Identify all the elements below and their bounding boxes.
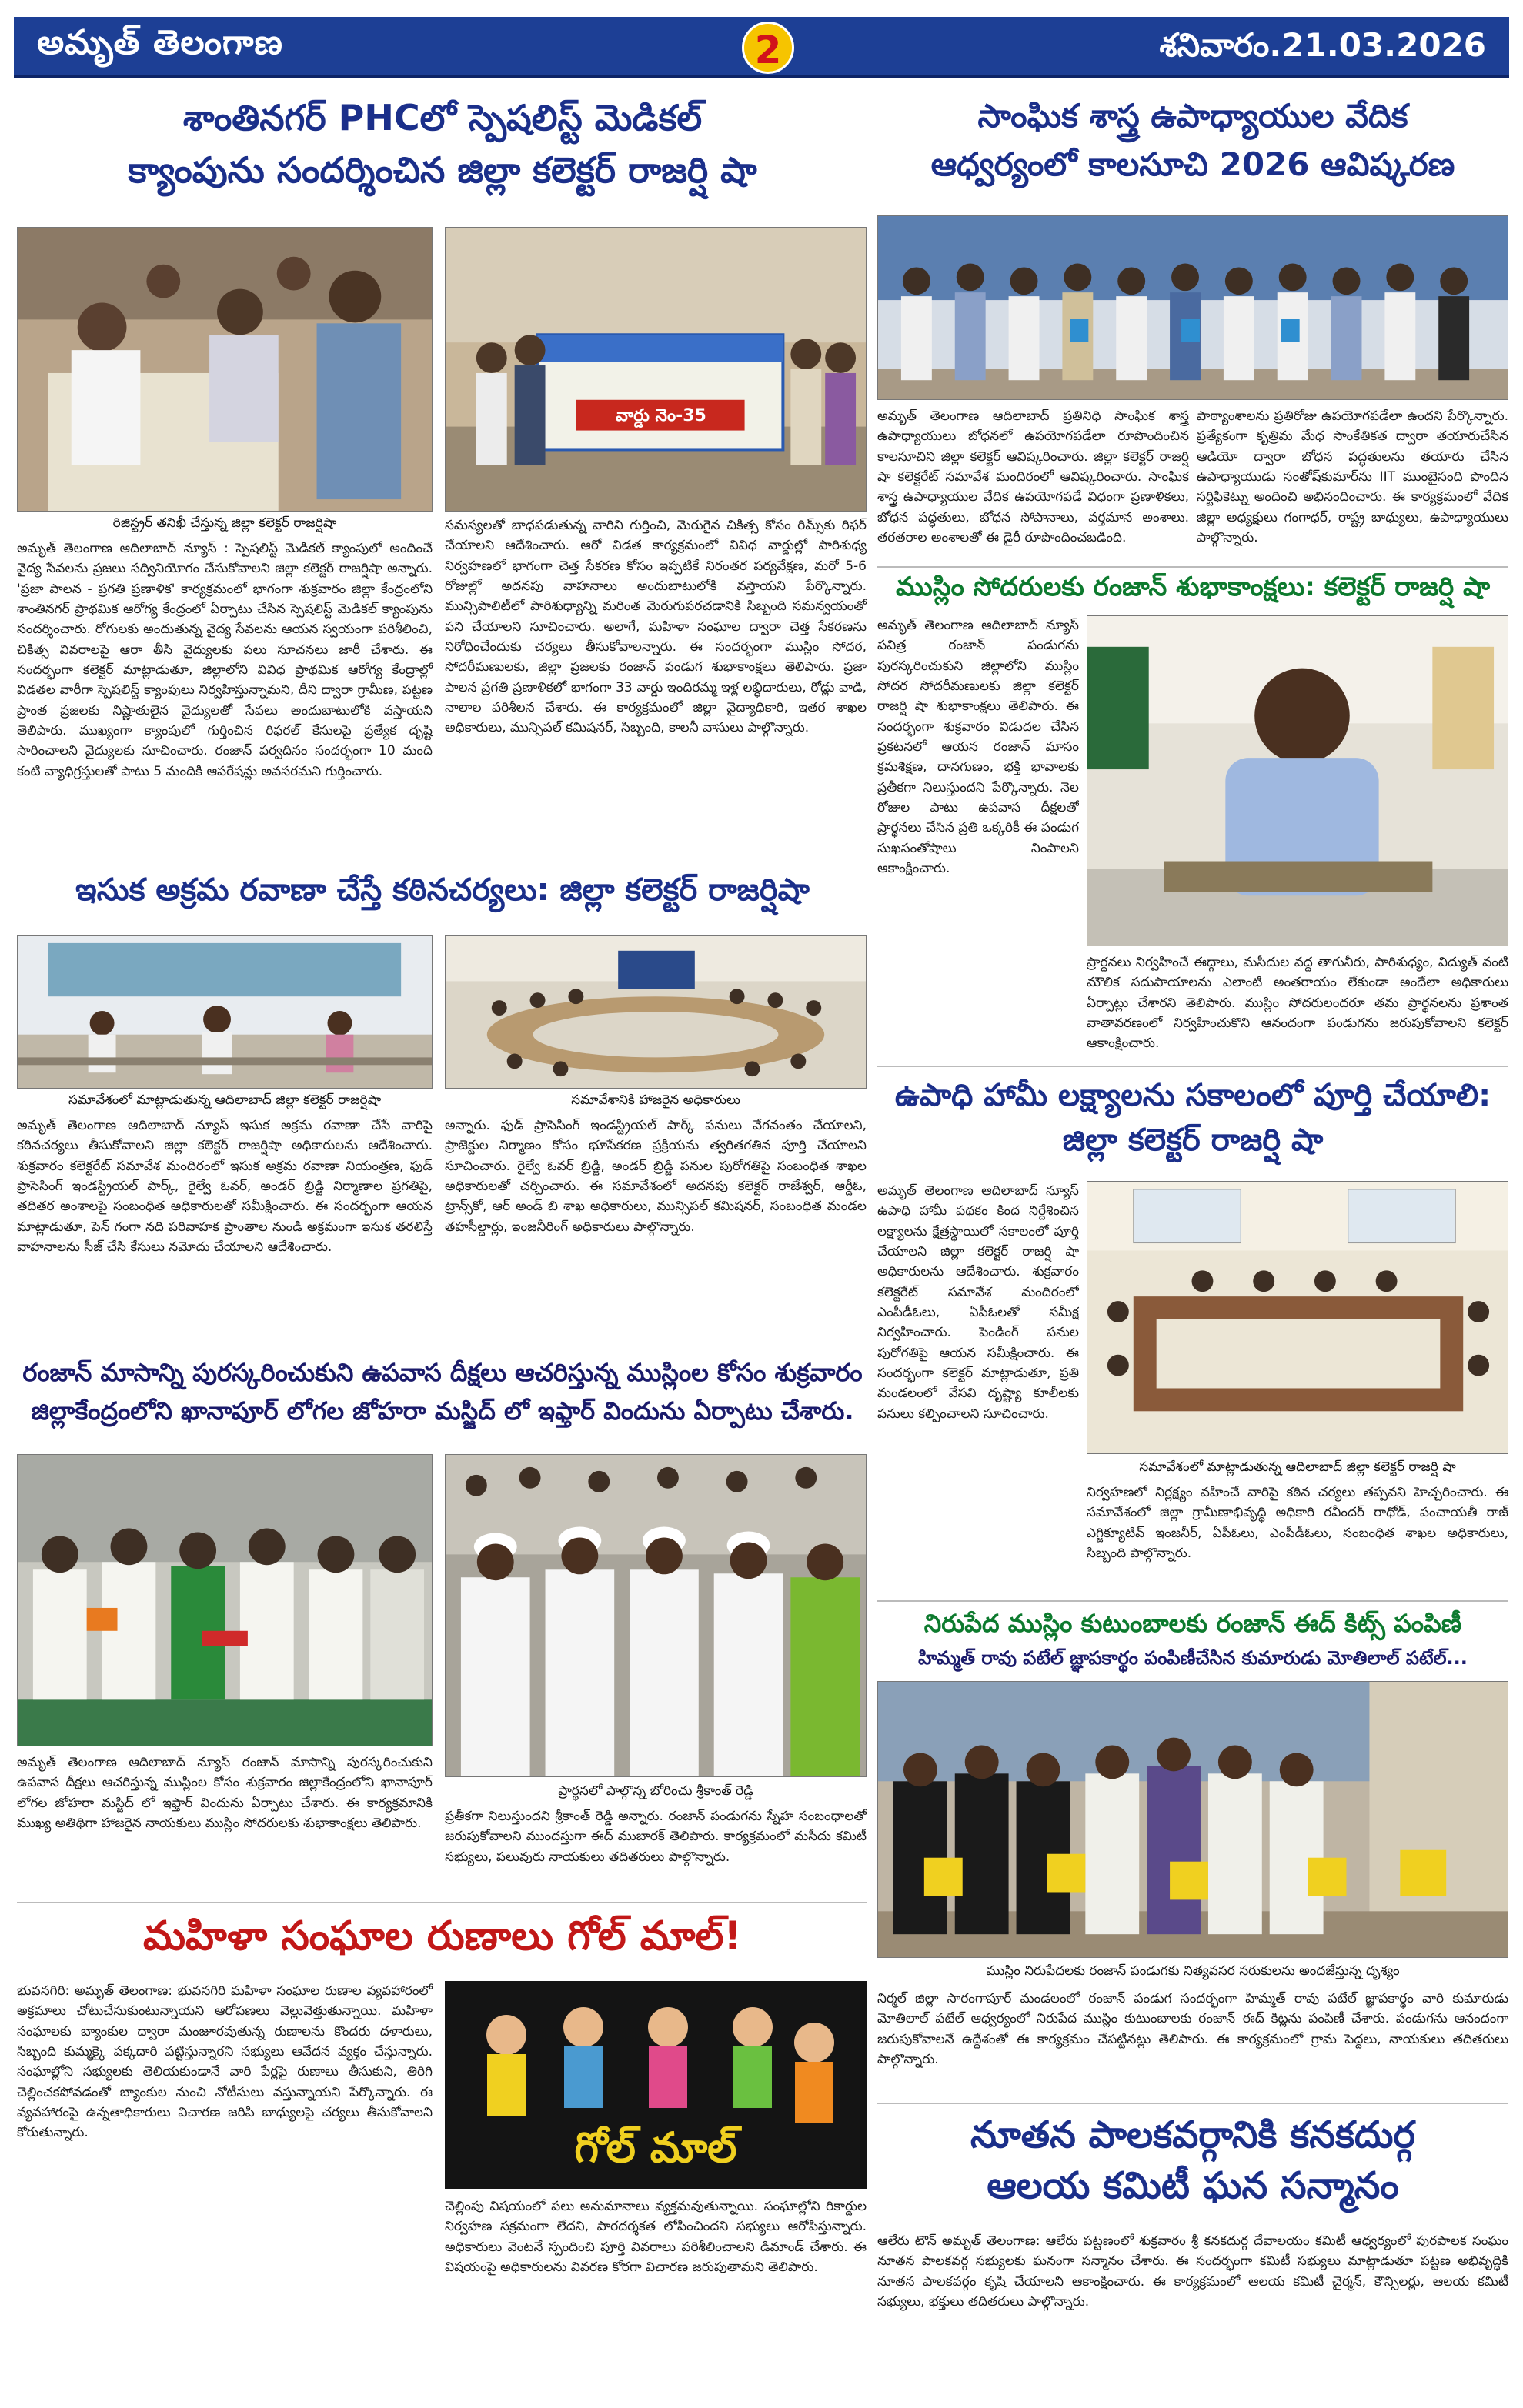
story4-photo-right [445, 935, 867, 1089]
story2-headline [877, 96, 1508, 185]
story4-headline: ఇసుక అక్రమ రవాణా చేస్తే కఠినచర్యలు: జిల్లా కలెక్టర్ రాజర్షిషా [75, 872, 810, 908]
story7-photo [877, 1681, 1508, 1958]
story4-body-right: అన్నారు. ఫుడ్ ప్రాసెసింగ్ ఇండస్ట్రియల్ పార్క్ పనులు వేగవంతం చేయాలని, ప్రాజెక్టుల నిర్మాణం కోసం భూసేకరణ ప్రక్రియను త్వరితగతిన పూర్తి చేయాలని సూచించారు. రైల్వే ఓవర్ బ్రిడ్జి, అండర్ బ్రిడ్జి పనుల పురోగతిపై సంబంధిత శాఖల అధికారులతో చర్చించారు. ఈ సమావేశంలో అదనపు కలెక్టర్ రాజేశ్వర్, ఆర్డీఓ, ట్రాన్స్‌కో, ఆర్ అండ్ బి శాఖ అధికారులు, మున్సిపల్ కమిషనర్, సంబంధిత మండల తహసీల్దార్లు, ఇంజనీరింగ్ అధికారులు పాల్గొన్నారు. [445, 1118, 867, 1235]
story7-body: నిర్మల్ జిల్లా సారంగాపూర్ మండలంలో రంజాన్ పండుగ సందర్భంగా హిమ్మత్ రావు పటేల్ జ్ఞాపకార్థం వారి కుమారుడు మోతిలాల్ పటేల్ ఆధ్వర్యంలో నిరుపేద ముస్లిం కుటుంబాలకు రంజాన్ ఈద్ కిట్లను పంపిణీ చేశారు. పండుగను ఆనందంగా జరుపుకోవాలనే ఉద్దేశంతో ఈ కార్యక్రమం చేపట్టినట్లు తెలిపారు. ఈ కార్యక్రమంలో గ్రామ పెద్దలు, నాయకులు తదితరులు పాల్గొన్నారు. [877, 1991, 1508, 2068]
story7-caption: ముస్లిం నిరుపేదలకు రంజాన్ పండుగకు నిత్యవసర సరుకులను అందజేస్తున్న దృశ్యం [986, 1963, 1400, 1979]
story6-photo-left [17, 1454, 433, 1746]
divider [877, 1600, 1508, 1602]
story1-photo-left [17, 227, 433, 512]
story3-body-left: అమృత్ తెలంగాణ ఆదిలాబాద్ న్యూస్ పవిత్ర రంజాన్ పండుగను పురస్కరించుకుని జిల్లాలోని ముస్లిం సోదర సోదరీమణులకు జిల్లా కలెక్టర్ రాజర్షి షా శుభాకాంక్షలు తెలిపారు. ఈ సందర్భంగా శుక్రవారం విడుదల చేసిన ప్రకటనలో ఆయన రంజాన్ మాసం క్రమశిక్షణ, దానగుణం, భక్తి భావాలకు ప్రతీకగా నిలుస్తుందని పేర్కొన్నారు. నెల రోజుల పాటు ఉపవాస దీక్షలతో ప్రార్థనలు చేసిన ప్రతి ఒక్కరికీ ఈ పండుగ సుఖసంతోషాలు నింపాలని ఆకాంక్షించారు. [877, 618, 1079, 877]
story5-headline: ఉపాధి హామీ లక్ష్యాలను సకాలంలో పూర్తి చేయాలి: జిల్లా కలెక్టర్ రాజర్షి షా [894, 1078, 1491, 1158]
story9-body: ఆలేరు టౌన్ అమృత్ తెలంగాణ: ఆలేరు పట్టణంలో శుక్రవారం శ్రీ కనకదుర్గ దేవాలయం కమిటీ ఆధ్వర్యంలో పురపాలక సంఘం నూతన పాలకవర్గ సభ్యులకు ఘనంగా సన్మానం చేశారు. ఈ సందర్భంగా కమిటీ సభ్యులు మాట్లాడుతూ పట్టణ అభివృద్ధికి నూతన పాలకవర్గం కృషి చేయాలని ఆకాంక్షించారు. ఈ కార్యక్రమంలో ఆలయ కమిటీ చైర్మన్, కౌన్సిలర్లు, ఆలయ కమిటీ సభ్యులు, భక్తులు తదితరులు పాల్గొన్నారు. [877, 2233, 1508, 2310]
story2-photo [877, 215, 1508, 400]
story3-photo [1087, 615, 1508, 946]
story9-headline-line1: నూతన పాలకవర్గానికి కనకదుర్గ [970, 2113, 1415, 2156]
story1-body-right: సమస్యలతో బాధపడుతున్న వారిని గుర్తించి, మెరుగైన చికిత్స కోసం రిమ్స్‌కు రిఫర్ చేయాలని ఆదేశించారు. ఆరో విడత కార్యక్రమంలో వివిధ వార్డుల్లో పారిశుధ్య నిర్వహణలో భాగంగా చెత్త సేకరణ కోసం ఇప్పటికే నిరంతర పర్యవేక్షణ, మరో 5-6 రోజుల్లో అదనపు వాహనాలు అందుబాటులోకి వస్తాయని పేర్కొన్నారు. మున్సిపాలిటీలో పారిశుధ్యాన్ని మరింత మెరుగుపరచడానికి సిబ్బంది సమన్వయంతో పని చేయాలని సూచించారు. అలాగే, మహిళా సంఘాల ద్వారా చెత్త సేకరణను నిరోధించేందుకు చర్యలు తీసుకోవాలన్నారు. ఈ సందర్భంగా ముస్లిం సోదర, సోదరీమణులకు, జిల్లా ప్రజలకు రంజాన్ పండుగ శుభాకాంక్షలు తెలిపారు. ప్రజా పాలన ప్రగతి ప్రణాళికలో భాగంగా 33 వార్డు ఇందిరమ్మ ఇళ్ల లబ్ధిదారులు, రోడ్లు వాడి, నాలాల పరిశీలన చేశారు. ఈ కార్యక్రమంలో జిల్లా వైద్యాధికారి, ఇతర శాఖల అధికారులు, మున్సిపల్ కమిషనర్, సిబ్బంది, కాలనీ వాసులు పాల్గొన్నారు. [445, 518, 867, 736]
story6-caption-right: ప్రార్థనలో పాల్గొన్న బోరించు శ్రీకాంత్ రెడ్డి [558, 1783, 753, 1799]
story6-body-right: ప్రతీకగా నిలుస్తుందని శ్రీకాంత్ రెడ్డి అన్నారు. రంజాన్ పండుగను స్నేహ సంబంధాలతో జరుపుకోవాలని ముందస్తుగా ఈద్ ముబారక్ తెలిపారు. కార్యక్రమంలో మసీదు కమిటీ సభ్యులు, పలువురు నాయకులు తదితరులు పాల్గొన్నారు. [445, 1809, 867, 1865]
masthead [14, 17, 1509, 78]
story5-body-left: అమృత్ తెలంగాణ ఆదిలాబాద్ న్యూస్ ఉపాధి హామీ పథకం కింద నిర్దేశించిన లక్ష్యాలను క్షేత్రస్థాయిలో సకాలంలో పూర్తి చేయాలని జిల్లా కలెక్టర్ రాజర్షి షా అధికారులను ఆదేశించారు. శుక్రవారం కలెక్టరేట్ సమావేశ మందిరంలో ఎంపీడీఓలు, ఏపీఓలతో సమీక్ష నిర్వహించారు. పెండింగ్ పనుల పురోగతిపై ఆయన సమీక్షించారు. ఈ సందర్భంగా కలెక్టర్ మాట్లాడుతూ, ప్రతి మండలంలో వేసవి దృష్ట్యా కూలీలకు పనులు కల్పించాలని సూచించారు. [877, 1183, 1079, 1422]
page-number: 2 [742, 22, 794, 74]
story8-body-right: చెల్లింపు విషయంలో పలు అనుమానాలు వ్యక్తమవుతున్నాయి. సంఘాల్లోని రికార్డుల నిర్వహణ సక్రమంగా లేదని, పారదర్శకత లోపించిందని సభ్యులు ఆరోపిస్తున్నారు. అధికారులు వెంటనే స్పందించి పూర్తి వివరాలు పరిశీలించాలని డిమాండ్ చేశారు. ఈ విషయంపై అధికారులను వివరణ కోరగా విచారణ జరుపుతామని తెలిపారు. [445, 2199, 867, 2276]
story3-body-bottom: ప్రార్థనలు నిర్వహించే ఈద్గాలు, మసీదుల వద్ద తాగునీరు, పారిశుధ్యం, విద్యుత్ వంటి మౌలిక సదుపాయాలను ఎలాంటి అంతరాయం లేకుండా అందేలా అధికారులు ఏర్పాట్లు చేశారని తెలిపారు. ముస్లిం సోదరులందరూ తమ ప్రార్థనలను ప్రశాంత వాతావరణంలో నిర్వహించుకొని ఆనందంగా పండుగను జరుపుకోవాలని కలెక్టర్ ఆకాంక్షించారు. [1087, 955, 1508, 1052]
story5-body-bottom: నిర్వహణలో నిర్లక్ష్యం వహించే వారిపై కఠిన చర్యలు తప్పవని హెచ్చరించారు. ఈ సమావేశంలో జిల్లా గ్రామీణాభివృద్ధి అధికారి రవీందర్ రాథోడ్, పంచాయతీ రాజ్ ఎగ్జిక్యూటివ్ ఇంజనీర్, ఏపీఓలు, ఎంపీడీఓలు, సంబంధిత శాఖల అధికారులు, సిబ్బంది పాల్గొన్నారు. [1087, 1485, 1508, 1562]
divider [17, 1902, 867, 1903]
divider [877, 2103, 1508, 2104]
story8-cartoon-text: గోల్ మాల్ [574, 2123, 737, 2172]
story8-cartoon [445, 1981, 867, 2189]
paper-name: అమృత్ తెలంగాణ [37, 23, 283, 62]
story1-banner-text: వార్డు నెం-35 [616, 406, 706, 425]
story4-photo-left [17, 935, 433, 1089]
story5-photo [1087, 1181, 1508, 1454]
story1-body-left: అమృత్ తెలంగాణ ఆదిలాబాద్ న్యూస్ : స్పెషలిస్ట్ మెడికల్ క్యాంపులో అందించే వైద్య సేవలను ప్రజలు సద్వినియోగం చేసుకోవాలని జిల్లా కలెక్టర్ రాజర్షిషా అన్నారు. 'ప్రజా పాలన - ప్రగతి ప్రణాళిక' కార్యక్రమంలో భాగంగా శుక్రవారం జిల్లా కేంద్రంలోని శాంతినగర్ ప్రాథమిక ఆరోగ్య కేంద్రంలో ఏర్పాటు చేసిన స్పెషలిస్ట్ మెడికల్ క్యాంపును సందర్శించారు. రోగులకు అందుతున్న వైద్య సేవలను ఆయన స్వయంగా పరిశీలించి, చికిత్స వివరాలపై ఆరా తీసి వైద్యులకు పలు సూచనలు జారీ చేశారు. ఈ సందర్భంగా కలెక్టర్ మాట్లాడుతూ, జిల్లాలోని వివిధ ప్రాథమిక ఆరోగ్య కేంద్రాల్లో విడతల వారీగా స్పెషలిస్ట్ క్యాంపులు నిర్వహిస్తున్నామని, దీని ద్వారా గ్రామీణ, పట్టణ ప్రాంత ప్రజలకు నిష్ణాతులైన వైద్యులతో సేవలు అందుబాటులోకి వస్తాయని తెలిపారు. ముఖ్యంగా క్యాంపులో గుర్తించిన రిఫరల్ కేసులపై ప్రత్యేక దృష్టి సారించాలని వైద్యులకు సూచించారు. రంజాన్ పర్వదినం సందర్భంగా 10 మంది కంటి వ్యాధిగ్రస్తులతో పాటు 5 మందికి ఆపరేషన్లు అవసరమని గుర్తించారు. [17, 541, 433, 779]
divider [877, 1066, 1508, 1067]
story9-headline [877, 2112, 1508, 2209]
story6-photo-right [445, 1454, 867, 1777]
story8-headline: మహిళా సంఘాల రుణాలు గోల్ మాల్! [142, 1913, 743, 1959]
story6-headline [15, 1354, 870, 1430]
story1-caption: రిజిస్ట్రర్ తనిఖీ చేస్తున్న జిల్లా కలెక్టర్ రాజర్షిషా [112, 515, 337, 531]
story4-caption-right: సమావేశానికి హాజరైన అధికారులు [571, 1092, 740, 1108]
story6-headline-line2: జిల్లాకేంద్రంలోని ఖానాపూర్ లోగల జోహరా మస్జిద్ లో ఇఫ్తార్ విందును ఏర్పాటు చేశారు. [31, 1396, 854, 1426]
story3-headline: ముస్లిం సోదరులకు రంజాన్ శుభాకాంక్షలు: కలెక్టర్ రాజర్షి షా [895, 572, 1491, 602]
story1-headline-line1: శాంతినగర్ PHCలో స్పెషలిస్ట్ మెడికల్ [182, 97, 703, 138]
story6-headline-line1: రంజాన్ మాసాన్ని పురస్కరించుకుని ఉపవాస దీక్షలు ఆచరిస్తున్న ముస్లింల కోసం శుక్రవారం [22, 1358, 863, 1387]
story5-caption: సమావేశంలో మాట్లాడుతున్న ఆదిలాబాద్ జిల్లా కలెక్టర్ రాజర్షి షా [1139, 1459, 1456, 1475]
story1-headline-line2: క్యాంపును సందర్శించిన జిల్లా కలెక్టర్ రాజర్షి షా [128, 148, 757, 191]
story2-body-right: పాఠ్యాంశాలను ప్రతిరోజు ఉపయోగపడేలా ఉందని పేర్కొన్నారు. ప్రత్యేకంగా కృత్రిమ మేధ సాంకేతికత ద్వారా తయారుచేసిన ఆడియో ద్వారా బోధన పద్ధతులను తయారు చేసిన ఉపాధ్యాయుడు సంతోష్‌కుమార్‌ను IIT ముంబైసంది పొందిన సర్టిఫికెట్ను అందించి అభినందించారు. ఈ కార్యక్రమంలో వేదిక జిల్లా అధ్యక్షులు గంగాధర్, రాష్ట్ర బాధ్యులు, ఉపాధ్యాయులు పాల్గొన్నారు. [1197, 409, 1508, 546]
story1-headline [15, 96, 870, 192]
divider [877, 566, 1508, 568]
story2-headline-line1: సాంఘిక శాస్త్ర ఉపాధ్యాయుల వేదిక [977, 97, 1408, 135]
story4-caption-left: సమావేశంలో మాట్లాడుతున్న ఆదిలాబాద్ జిల్లా కలెక్టర్ రాజర్షిషా [68, 1092, 382, 1108]
story3-body-bottom-left [877, 952, 1079, 1060]
story4-body-left: అమృత్ తెలంగాణ ఆదిలాబాద్ న్యూస్ ఇసుక అక్రమ రవాణా చేసే వారిపై కఠినచర్యలు తీసుకోవాలని జిల్లా కలెక్టర్ రాజర్షిషా అధికారులను ఆదేశించారు. శుక్రవారం కలెక్టరేట్ సమావేశ మందిరంలో ఇసుక అక్రమ రవాణా నియంత్రణ, ఫుడ్ ప్రాసెసింగ్ ఇండస్ట్రియల్ పార్క్, రైల్వే ఓవర్, అండర్ బ్రిడ్జి నిర్మాణాల ప్రగతిపై, తదితర అంశాలపై సంబంధిత అధికారులతో సమీక్షించారు. ఈ సందర్భంగా ఆయన మాట్లాడుతూ, పెన్ గంగా నది పరివాహక ప్రాంతాల నుండి అక్రమంగా ఇసుక తరలిస్తే వాహనాలను సీజ్ చేసి కేసులు నమోదు చేయాలని ఆదేశించారు. [17, 1118, 433, 1256]
story2-headline-line2: ఆధ్వర్యంలో కాలసూచి 2026 ఆవిష్కరణ [930, 145, 1455, 183]
issue-date: శనివారం.21.03.2026 [1159, 26, 1486, 64]
story7-subheadline: హిమ్మత్ రావు పటేల్ జ్ఞాపకార్థం పంపిణీచేసిన కుమారుడు మోతిలాల్ పటేల్... [918, 1647, 1468, 1669]
story1-photo-right [445, 227, 867, 512]
story9-headline-line2: ఆలయ కమిటీ ఘన సన్మానం [987, 2164, 1399, 2207]
story7-headline: నిరుపేద ముస్లిం కుటుంబాలకు రంజాన్ ఈద్ కిట్స్ పంపిణీ [923, 1609, 1462, 1638]
story2-body-left: అమృత్ తెలంగాణ ఆదిలాబాద్ ప్రతినిధి సాంఘిక శాస్త్ర ఉపాధ్యాయులు బోధనలో ఉపయోగపడేలా రూపొందించిన కాలసూచిని జిల్లా కలెక్టర్ ఆవిష్కరించారు. జిల్లా కలెక్టర్ రాజర్షి షా కలెక్టరేట్ సమావేశ మందిరంలో ఆవిష్కరించారు. సాంఘిక శాస్త్ర ఉపాధ్యాయుల వేదిక ఉపయోగపడే విధంగా ప్రణాళికలు, బోధన పద్ధతులు, బోధన సోపానాలు, వర్తమాన అంశాలు. తరతరాల అంశాలతో ఈ డైరీ రూపొందించబడింది. [877, 409, 1189, 546]
story6-body-left: అమృత్ తెలంగాణ ఆదిలాబాద్ న్యూస్ రంజాన్ మాసాన్ని పురస్కరించుకుని ఉపవాస దీక్షలు ఆచరిస్తున్న ముస్లింల కోసం శుక్రవారం జిల్లాకేంద్రంలోని ఖానాపూర్ లోగల జోహరా మస్జిద్ లో ఇఫ్తార్ విందును ఏర్పాటు చేశారు. ఈ కార్యక్రమానికి ముఖ్య అతిథిగా హాజరైన నాయకులు ముస్లిం సోదరులకు శుభాకాంక్షలు తెలిపారు. [17, 1755, 433, 1832]
story8-body-left: భువనగిరి: అమృత్ తెలంగాణ: భువనగిరి మహిళా సంఘాల రుణాల వ్యవహారంలో అక్రమాలు చోటుచేసుకుంటున్నాయని ఆరోపణలు వెల్లువెత్తుతున్నాయి. మహిళా సంఘాలకు బ్యాంకుల ద్వారా మంజూరవుతున్న రుణాలను కొందరు దళారులు, సిబ్బంది కుమ్మక్కై పక్కదారి పట్టిస్తున్నారని సభ్యులు ఆవేదన వ్యక్తం చేస్తున్నారు. సంఘాల్లోని సభ్యులకు తెలియకుండానే వారి పేర్లపై రుణాలు తీసుకుని, తిరిగి చెల్లించకపోవడంతో బ్యాంకుల నుంచి నోటీసులు వస్తున్నాయని పేర్కొన్నారు. ఈ వ్యవహారంపై ఉన్నతాధికారులు విచారణ జరిపి బాధ్యులపై చర్యలు తీసుకోవాలని కోరుతున్నారు. [17, 1983, 433, 2141]
